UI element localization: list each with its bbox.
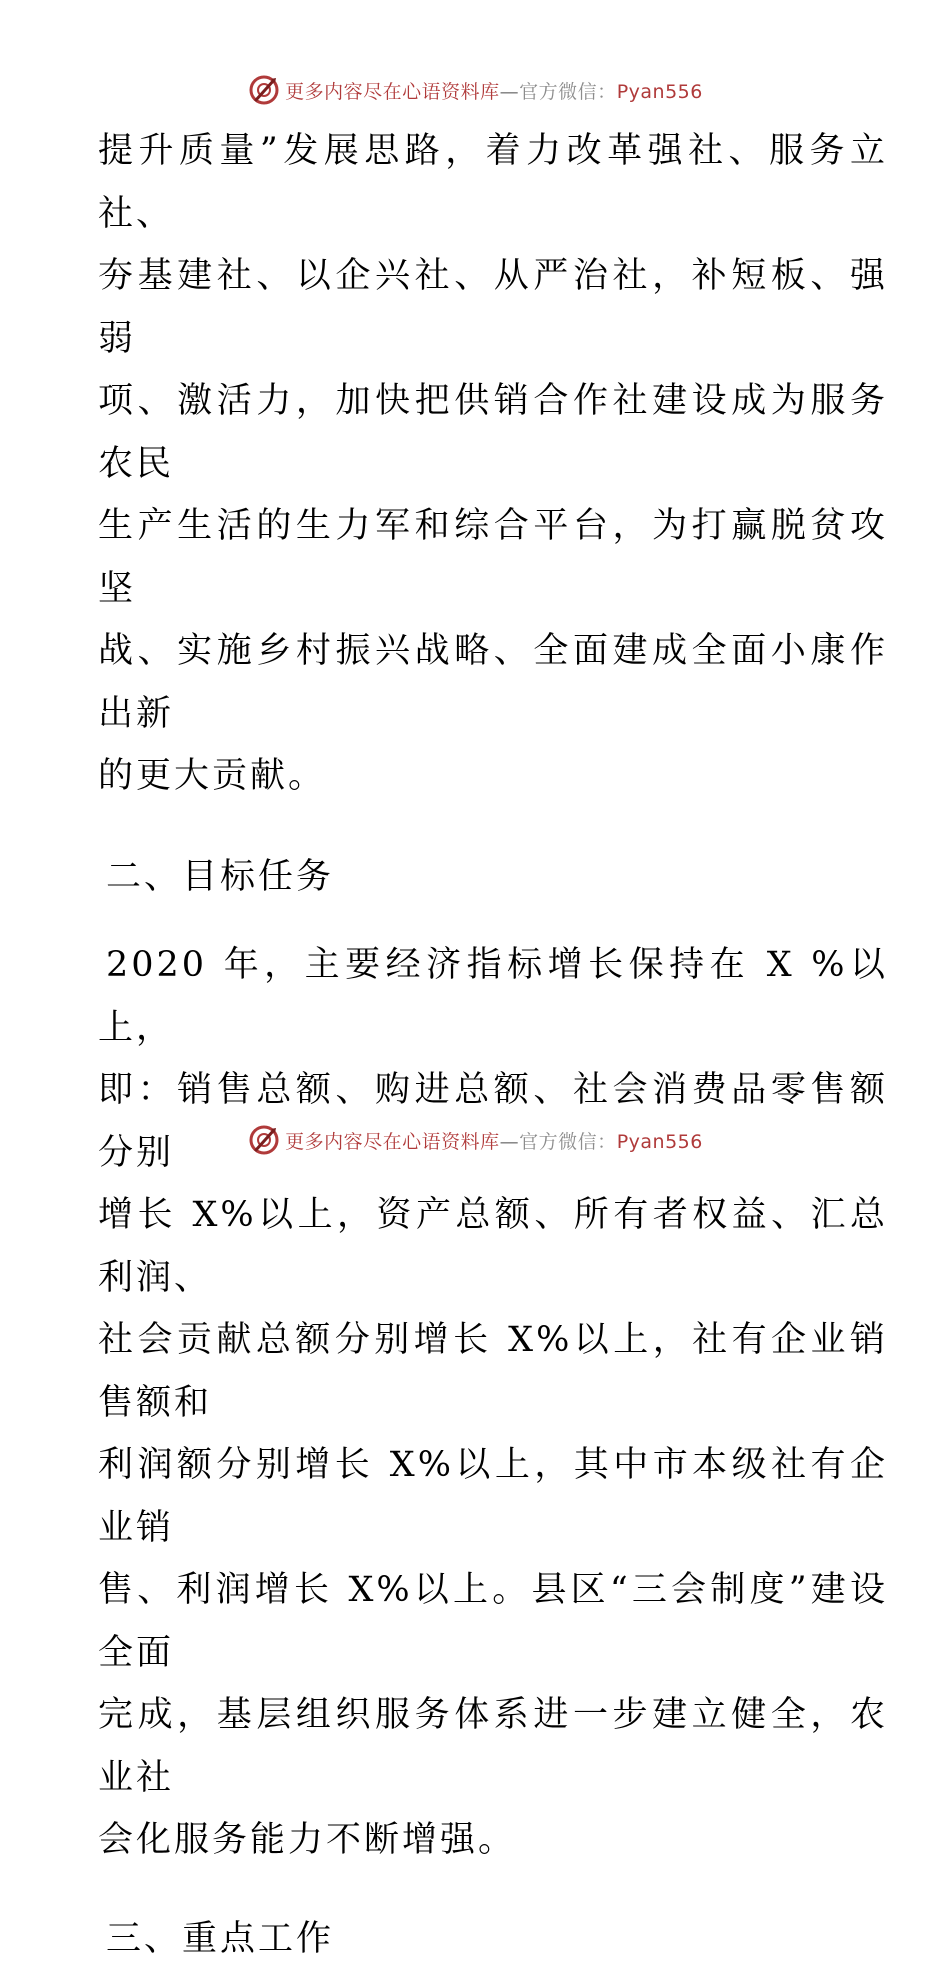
text-line: 利润额分别增长 X%以上，其中市本级社有企业销 xyxy=(98,1445,888,1548)
text-line: 即：销售总额、购进总额、社会消费品零售额分别 xyxy=(98,1070,888,1173)
text-line: 会化服务能力不断增强。 xyxy=(98,1820,516,1860)
banner-site-text: 更多内容尽在心语资料库 xyxy=(285,81,500,103)
banner-wechat-label: 官方微信： xyxy=(519,1131,617,1153)
text-line: 夯基建社、以企兴社、从严治社，补短板、强弱 xyxy=(98,256,888,359)
banner-wechat-id: Pyan556 xyxy=(617,1131,703,1153)
brand-logo-icon xyxy=(247,73,281,107)
banner-text xyxy=(285,77,703,104)
text-line: 生产生活的生力军和综合平台，为打赢脱贫攻坚 xyxy=(98,506,888,609)
text-line: 完成，基层组织服务体系进一步建立健全，农业社 xyxy=(98,1695,888,1798)
text-line: 2020 年，主要经济指标增长保持在 X %以上， xyxy=(98,945,888,1048)
text-line: 售、利润增长 X%以上。县区“三会制度”建设全面 xyxy=(98,1570,888,1673)
text-line: 社会贡献总额分别增长 X%以上，社有企业销售额和 xyxy=(98,1320,888,1423)
text-line: 的更大贡献。 xyxy=(98,756,326,796)
banner-wechat-id: Pyan556 xyxy=(617,81,703,103)
paragraph-goals xyxy=(98,934,888,1872)
banner-wechat-label: 官方微信： xyxy=(519,81,617,103)
text-line: 战、实施乡村振兴战略、全面建成全面小康作出新 xyxy=(98,631,888,734)
banner-separator: — xyxy=(500,1131,520,1153)
text-line: 项、激活力，加快把供销合作社建设成为服务农民 xyxy=(98,381,888,484)
section-heading-key-work: 三、重点工作 xyxy=(98,1908,888,1970)
header-banner xyxy=(0,70,950,110)
brand-logo-icon xyxy=(247,1123,281,1157)
footer-banner xyxy=(0,1120,950,1160)
paragraph-intro xyxy=(98,120,888,808)
banner-text xyxy=(285,1127,703,1154)
banner-separator: — xyxy=(500,81,520,103)
text-line: 增长 X%以上，资产总额、所有者权益、汇总利润、 xyxy=(98,1195,888,1298)
banner-site-text: 更多内容尽在心语资料库 xyxy=(285,1131,500,1153)
section-heading-goals: 二、目标任务 xyxy=(98,846,888,909)
text-line: 提升质量”发展思路，着力改革强社、服务立社、 xyxy=(98,131,888,234)
document-body xyxy=(98,120,888,1970)
